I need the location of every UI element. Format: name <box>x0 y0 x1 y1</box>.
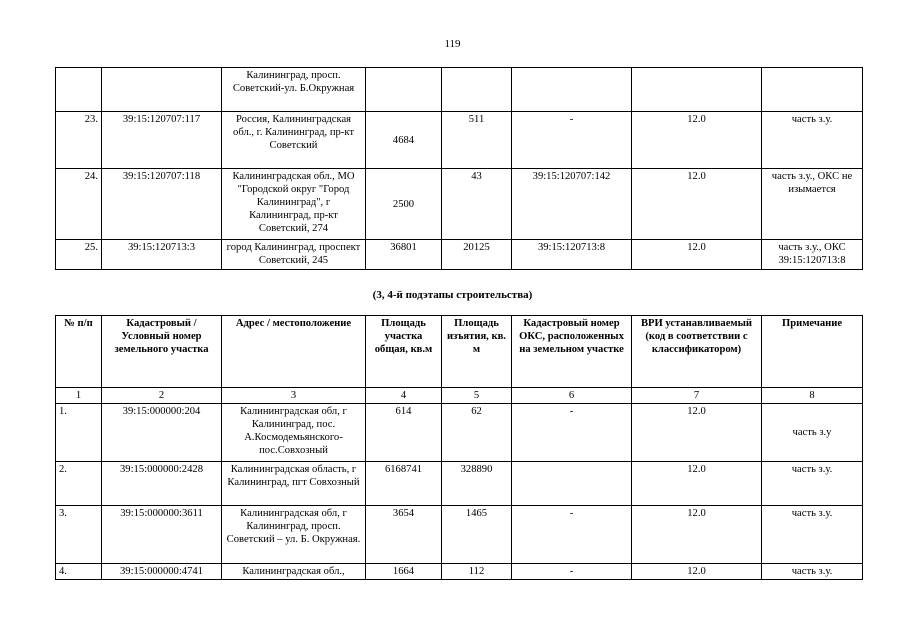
cell-area <box>366 68 442 112</box>
cell-oks: - <box>512 404 632 462</box>
cell-oks: - <box>512 506 632 564</box>
cell-address: город Калининград, проспект Советский, 245 <box>222 240 366 270</box>
col-number: 6 <box>512 388 632 404</box>
cell-cadastral: 39:15:120707:118 <box>102 169 222 240</box>
col-number: 7 <box>632 388 762 404</box>
cell-note: часть з.у., ОКС 39:15:120713:8 <box>762 240 863 270</box>
cell-area: 3654 <box>366 506 442 564</box>
cell-seized: 511 <box>442 112 512 169</box>
col-number: 3 <box>222 388 366 404</box>
cell-note: часть з.у., ОКС не изымается <box>762 169 863 240</box>
cell-cadastral <box>102 68 222 112</box>
cell-vri: 12.0 <box>632 112 762 169</box>
table-row <box>56 462 863 506</box>
header-cadastral: Кадастровый / Условный номер земельного участка <box>102 316 222 388</box>
cell-seized <box>442 68 512 112</box>
cell-seized: 43 <box>442 169 512 240</box>
cell-vri: 12.0 <box>632 404 762 462</box>
cell-num: 1. <box>56 404 102 462</box>
cell-cadastral: 39:15:120707:117 <box>102 112 222 169</box>
cell-area: 6168741 <box>366 462 442 506</box>
header-address: Адрес / местоположение <box>222 316 366 388</box>
cell-oks: 39:15:120707:142 <box>512 169 632 240</box>
cell-note: часть з.у. <box>762 564 863 580</box>
cell-vri: 12.0 <box>632 506 762 564</box>
cell-note: часть з.у <box>762 404 863 462</box>
col-number: 8 <box>762 388 863 404</box>
header-oks: Кадастровый номер ОКС, расположенных на земельном участке <box>512 316 632 388</box>
table-row <box>56 240 863 270</box>
cell-address: Калининградская область, г Калининград, пгт Совхозный <box>222 462 366 506</box>
header-note: Примечание <box>762 316 863 388</box>
cell-vri: 12.0 <box>632 462 762 506</box>
header-row <box>56 316 863 388</box>
table-row <box>56 506 863 564</box>
cell-cadastral: 39:15:000000:204 <box>102 404 222 462</box>
cell-num: 23. <box>56 112 102 169</box>
cell-note: часть з.у. <box>762 506 863 564</box>
cell-vri: 12.0 <box>632 240 762 270</box>
cell-seized: 20125 <box>442 240 512 270</box>
col-number: 2 <box>102 388 222 404</box>
table-row <box>56 68 863 112</box>
header-num: № п/п <box>56 316 102 388</box>
bottom-table <box>55 315 863 580</box>
cell-note: часть з.у. <box>762 462 863 506</box>
cell-address: Калининградская обл., МО "Городской округ "Город Калининград", г Калининград, пр-кт Советский, 274 <box>222 169 366 240</box>
cell-address: Калининград, просп. Советский-ул. Б.Окружная <box>222 68 366 112</box>
table-row <box>56 169 863 240</box>
cell-cadastral: 39:15:000000:2428 <box>102 462 222 506</box>
col-number: 4 <box>366 388 442 404</box>
header-vri: ВРИ устанавливаемый (код в соответствии с классификатором) <box>632 316 762 388</box>
cell-area: 2500 <box>366 169 442 240</box>
col-number: 1 <box>56 388 102 404</box>
cell-num <box>56 68 102 112</box>
cell-oks <box>512 68 632 112</box>
table-row <box>56 112 863 169</box>
cell-oks: - <box>512 564 632 580</box>
cell-cadastral: 39:15:000000:4741 <box>102 564 222 580</box>
cell-note <box>762 68 863 112</box>
cell-area: 4684 <box>366 112 442 169</box>
cell-oks: - <box>512 112 632 169</box>
cell-vri: 12.0 <box>632 169 762 240</box>
top-table <box>55 67 863 270</box>
cell-seized: 62 <box>442 404 512 462</box>
cell-address: Калининградская обл, г Калининград, просп. Советский – ул. Б. Окружная. <box>222 506 366 564</box>
page-number: 119 <box>444 38 461 50</box>
table-row <box>56 404 863 462</box>
cell-vri <box>632 68 762 112</box>
header-area: Площадь участка общая, кв.м <box>366 316 442 388</box>
column-number-row <box>56 388 863 404</box>
cell-address: Калининградская обл., <box>222 564 366 580</box>
cell-cadastral: 39:15:000000:3611 <box>102 506 222 564</box>
cell-oks: 39:15:120713:8 <box>512 240 632 270</box>
cell-cadastral: 39:15:120713:3 <box>102 240 222 270</box>
cell-area: 1664 <box>366 564 442 580</box>
table-row <box>56 564 863 580</box>
cell-vri: 12.0 <box>632 564 762 580</box>
cell-area: 36801 <box>366 240 442 270</box>
cell-area: 614 <box>366 404 442 462</box>
header-seized: Площадь изъятия, кв. м <box>442 316 512 388</box>
cell-num: 25. <box>56 240 102 270</box>
section-title: (3, 4-й подэтапы строительства) <box>372 289 533 301</box>
cell-seized: 328890 <box>442 462 512 506</box>
cell-oks <box>512 462 632 506</box>
cell-address: Калининградская обл, г Калининград, пос. А.Космодемьянского-пос.Совхозный <box>222 404 366 462</box>
cell-seized: 112 <box>442 564 512 580</box>
cell-num: 2. <box>56 462 102 506</box>
col-number: 5 <box>442 388 512 404</box>
cell-address: Россия, Калининградская обл., г. Калининград, пр-кт Советский <box>222 112 366 169</box>
cell-num: 24. <box>56 169 102 240</box>
cell-num: 3. <box>56 506 102 564</box>
cell-note: часть з.у. <box>762 112 863 169</box>
cell-num: 4. <box>56 564 102 580</box>
cell-seized: 1465 <box>442 506 512 564</box>
